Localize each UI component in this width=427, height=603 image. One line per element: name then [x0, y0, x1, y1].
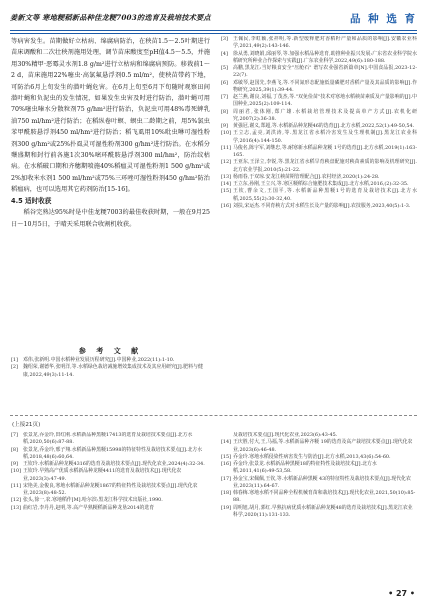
reference-text: 徐从勇,刘晓娟,邱丽琴,等.加强水稻品种选育,助推种业振兴发展:广东省农业科学院水稻研究所种业合作探索与实践[J].广东农业科学,2022,49(6):180-188. [233, 50, 417, 64]
reference-number: [9] [11, 461, 18, 467]
reference-entry [11, 468, 207, 483]
reference-number: [19] [221, 504, 232, 511]
references-left-list [11, 357, 210, 379]
reference-entry [11, 505, 207, 512]
reference-text: 王钦玲.水稻新品种龙粳4316的选育及栽培技术要点[J].现代化农业,2024(4):32-34. [23, 461, 205, 467]
page-header [10, 6, 417, 31]
reference-entry [221, 65, 417, 80]
header-rule [10, 33, 417, 34]
reference-text: 周明旭,胡月,郭红.早熟抗病优质水稻新品种龙粳48的选育及栽培技术[J].黑龙江农业科学,2020(11):131-133. [233, 504, 413, 518]
reference-entry [221, 505, 417, 520]
reference-text: 王立志,孟亮,刘洪涛,等.黑龙江省水稻冷害发生及生理机制[J].黑龙江农业科学,2016(4):144-150. [233, 130, 417, 144]
reference-text: 赵兰燕,谢良,刘福,丁茂杰,等."双免俭苗"技术对寒地水稻秧苗素质及产量影响的[J].中国种业,2025(2):109-114. [233, 94, 417, 108]
reference-text: 王庆胜,付大,王,马福,等.水稻新品种齐粳 19的选育及高产栽培技术要点[J].现代化农业,2023(6):46-48. [233, 439, 413, 453]
reference-number: [7] [11, 432, 18, 438]
reference-number: [11] [221, 144, 232, 151]
reference-entry [221, 174, 417, 181]
reference-entry [11, 447, 207, 462]
reference-text: 杨雨春,于双琼.安龙江秧苗期管理配合[J].农村经济,2020(1):24-28. [233, 173, 380, 180]
continuation-left-list [11, 432, 207, 582]
reference-entry [221, 461, 417, 476]
reference-text: 王钦玲.早熟高产优质水稻新品种龙粳4411的选育及栽培技术[J].现代化农业,2023(3):47-49. [23, 468, 182, 482]
reference-text: 及栽培技术要点[J].现代化农业,2023(6):43-45. [233, 432, 338, 438]
reference-entry [221, 159, 417, 174]
reference-number: [8] [11, 446, 18, 453]
reference-number: [4] [221, 50, 228, 57]
reference-text: 宋艳美,金俊良,寒地水稻新品种龙粳1867的特征特性及栽培技术要点[J].现代化农业,2023(8):48-52. [23, 482, 198, 496]
continuation-divider [10, 415, 417, 416]
reference-entry [11, 483, 207, 498]
reference-entry [221, 490, 417, 505]
section-label: 品 种 选 育 [350, 12, 417, 25]
references-right-list [221, 36, 417, 210]
page-number: • 27 • [388, 589, 415, 598]
reference-text: 张头,徐一,农.寒地稻作[M].哈尔滨:黑龙江科学技术出版社,1990. [23, 497, 163, 504]
right-column [221, 36, 417, 416]
reference-entry [11, 364, 210, 379]
reference-entry [221, 188, 417, 203]
reference-text: 王钦,曹余文,王国平,等.水稻新品种黑粳1号的选育及栽培技术[J].北方水稻,2025,55(2):30-32,40. [233, 188, 417, 202]
reference-text: 周丽君,张体刚,郑广雄.水稻栽培管理技术及提高单产方式[J].农机化研究,2007(2):36-38. [233, 108, 417, 122]
left-column [11, 36, 210, 341]
reference-number: [17] [221, 475, 232, 482]
reference-entry [221, 109, 417, 124]
reference-text: 乔金玲.寒地水稻侵染性病害发生与防治[J].北方水稻,2013,43(6):54-60. [233, 453, 391, 460]
references-left [11, 346, 210, 412]
section-heading-harvest: 4.5 适时收获 [11, 196, 52, 205]
reference-number: [12] [11, 497, 22, 504]
reference-number: [13] [11, 504, 22, 511]
reference-number [221, 432, 233, 439]
reference-number: [7] [221, 94, 228, 100]
reference-number: [5] [221, 65, 228, 71]
reference-number: [15] [221, 188, 232, 195]
reference-text: 邓伟,张新明.中国水稻种业发展历程研究[J].中国种业,2022(11):1-10. [23, 357, 175, 363]
reference-number: [11] [11, 482, 22, 489]
running-title: 姜新文等 寒地粳稻新品种佳龙粳7003的选育及栽培技术要点 [10, 13, 211, 22]
reference-number: [16] [221, 461, 232, 467]
reference-text: 王佩民,李虹颖,张祥明,等.新型缓释肥对香稻籽产量和品质的影响[J].安徽农业科学,2021,49(2):143-146. [233, 36, 417, 50]
reference-number: [10] [221, 130, 232, 137]
reference-text: 邓敏琴,赵国先,李燕飞,等.不同氮形态配施低量磷肥对香稻产量及其品质的影响[J].作物研究,2025,39(1):39-44. [233, 79, 417, 93]
reference-text: 黄强冠,谢义,郑超,等.水稻新品种龙粳46的选育[J].北方水稻,2022,52(1):49-50,54. [233, 123, 415, 129]
reference-number: [9] [221, 123, 228, 129]
reference-text: 高鹏,黑龙江:当好粮食安全"压舱石" 谱写农业强省新篇章[N].中国食品报,2023-12-22(7). [233, 65, 417, 79]
reference-number: [13] [221, 173, 232, 180]
reference-number: [3] [221, 36, 228, 42]
reference-number: [6] [221, 79, 228, 86]
references-title: 参 考 文 献 [78, 347, 143, 355]
harvest-paragraph: 稻谷完熟达95%时是中佳龙粳7003的最佳收获时期，一般在9月25日～10月5日，于晴天采用联合收割机收获。 [11, 209, 210, 228]
reference-text: 张景龙,乔金玲,田红刚.水稻新品种黑粳17413的选育及栽培技术要点[J].北方水稻,2020,50(6):87-88. [23, 432, 193, 446]
reference-entry [221, 203, 417, 210]
reference-text: 乔金玲,张景龙.水稻新品种黑粳18的特征特性及栽培技术[J].北方水稻,2011,41(6):49-53,58. [233, 461, 377, 475]
reference-entry [221, 439, 417, 454]
reference-number: [14] [221, 181, 232, 187]
reference-text: 魏绍荣,谢德华,张明洋,等.水稻绿色栽培减施增效集成技术及其应用研究[J].肥料与健康,2022,49(3):11-14. [23, 364, 203, 378]
reference-number: [16] [221, 202, 232, 209]
continuation-label: (上接21页) [12, 422, 41, 428]
reference-entry [221, 36, 417, 51]
reference-number: [8] [221, 108, 228, 115]
reference-entry [11, 497, 207, 504]
reference-text: 曲红岩,李丹丹,赵明,等.高产早熟粳稻新品种龙垦2014的选育 [23, 504, 155, 511]
reference-number: [15] [221, 453, 232, 460]
reference-text: 马俊名,陈宇军,刘继忠,等.耐寒新水稻品种龙粳 1号的选育[J].北方水稻,2019(1):163-165. [233, 144, 417, 158]
reference-entry [221, 130, 417, 145]
reference-entry [11, 432, 207, 447]
reference-text: 王亚东,王泽立,李锐,等.黑龙江省水稻旱育秧盘配施对秧苗素质的影响及机理研究[J].北方农业学报,2010(5):21-22. [233, 159, 417, 173]
reference-text: 韩春梅.寒地水稻不同品种全程机械育苗和栽培技术[J].现代化农业,2021,50(10):85-88. [233, 490, 416, 504]
reference-text: 刘扶,宋运杰.不同育秧方式对水稻生长及产量的影响[J].农技服务,2023,40(5):1-3. [233, 202, 411, 209]
reference-entry [221, 476, 417, 491]
reference-text: 王立东,孙刚,王立兴,等.寒区粳稻综合施肥技术集成[J].北方水稻,2016,(2):32-35. [233, 181, 409, 187]
reference-number: [12] [221, 159, 232, 166]
reference-number: [10] [11, 468, 22, 475]
reference-entry [221, 80, 417, 95]
reference-number: [18] [221, 490, 232, 496]
reference-number: [1] [11, 357, 18, 363]
reference-number: [14] [221, 439, 232, 446]
reference-entry [221, 454, 417, 461]
reference-entry [221, 51, 417, 66]
continuation-right-list [221, 432, 417, 582]
reference-text: 张景龙,乔金玲,邢子翔.水稻新品种黑粳15998的特征特性及栽培技术要点[J].北方水稻,2018,48(6):60,64. [23, 446, 203, 460]
reference-entry [221, 94, 417, 109]
reference-entry [221, 145, 417, 160]
reference-text: 孙金宝,宋佩佩,王钦,等.水稻新品种黑粳 43的特征特性及栽培技术要点[J].现代化农业,2023(11):64-67. [233, 475, 411, 489]
reference-number: [2] [11, 364, 18, 371]
body-paragraph: 等病害发生。苗期做好立枯病、绵腐病防治，在秧苗1.5～2.5叶期进行苗床调酸和二次壮秧剂施用处理，调节苗床酸度至pH值4.5～5.5，并施用30%精甲·恶霉灵水剂1.8 g/m²进行立枯病和绵腐病预防。移栽前1～2 d，苗床施用22%噻虫·高氯氟悬浮剂0.5 ml/m²，使秧苗带药下地，可防治6月上旬发生的潜叶蝇危害。在6月上旬至6月下旬随时观察田间潜叶蝇和负泥虫的发生情况，如果发生虫害及时进行防治，潜叶蝇可用70%噻虫嗪水分散粒剂75 g/hm²进行防治，负泥虫可用48%毒死蜱乳油750 ml/hm²进行防治；在稻纵卷叶螟、螟虫二龄期之前，用5%氯虫苯甲酰胺悬浮剂450 ml/hm²进行防治；稻飞虱用10%吡虫啉可湿性粉剂300 g/hm²或25%扑虱灵可湿性粉剂300 g/hm²进行防治。在水稻分蘖盛期和封行前各施1次30%嘧环酰胺悬浮剂300 ml/hm²，防治纹枯病。在水稻破口期和齐穗期喷施40%稻瘟灵可湿性粉剂1 500 g/hm²或2%加收米水剂1 500 ml/hm²或75%三环唑可湿性粉剂450 g/hm²防治稻瘟病，也可以选用其它药剂防治[15-16]。 [11, 38, 210, 194]
